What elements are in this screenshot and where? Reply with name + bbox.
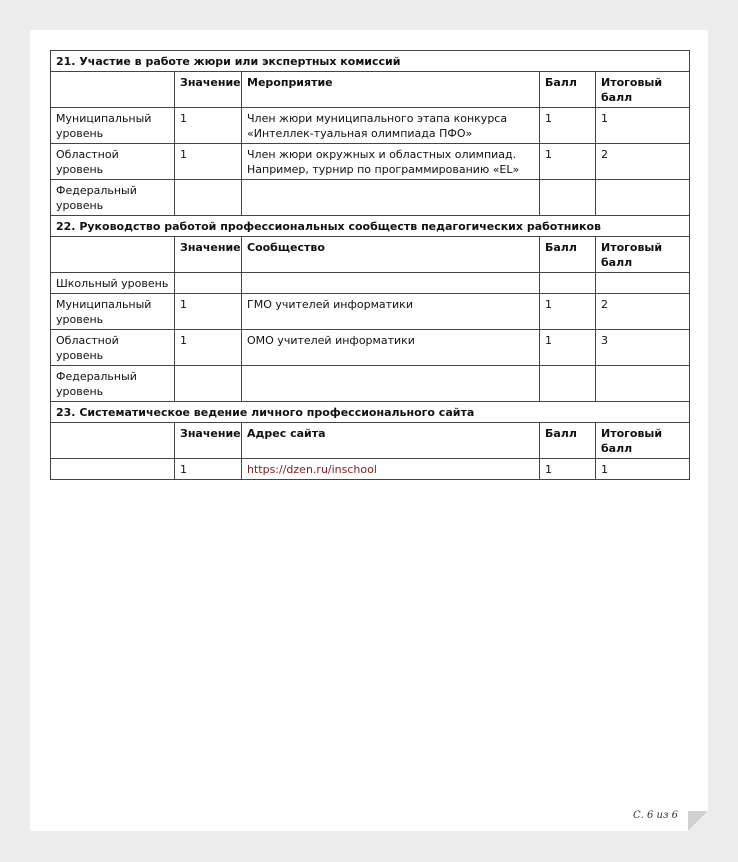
- value-cell: [175, 366, 242, 402]
- score-cell: 1: [540, 459, 596, 480]
- page-corner-fold: [688, 811, 708, 831]
- header-row: [51, 237, 690, 273]
- page-number: С. 6 из 6: [633, 810, 678, 821]
- total-score-cell: [596, 180, 690, 216]
- header-cell: [51, 423, 175, 459]
- score-table: [50, 50, 690, 480]
- section-title: 23. Систематическое ведение личного профессионального сайта: [51, 402, 690, 423]
- table-row: [51, 459, 690, 480]
- level-cell: Федеральный уровень: [51, 366, 175, 402]
- community-cell: ГМО учителей информатики: [242, 294, 540, 330]
- site-address-cell: [242, 459, 540, 480]
- level-cell: [51, 459, 175, 480]
- header-row: [51, 423, 690, 459]
- header-cell: [51, 237, 175, 273]
- total-score-cell: 2: [596, 294, 690, 330]
- table-row: [51, 294, 690, 330]
- score-cell: 1: [540, 144, 596, 180]
- section-title: 22. Руководство работой профессиональных сообществ педагогических работников: [51, 216, 690, 237]
- table-row: [51, 330, 690, 366]
- value-cell: [175, 273, 242, 294]
- value-cell: [175, 180, 242, 216]
- level-cell: Школьный уровень: [51, 273, 175, 294]
- total-score-cell: 1: [596, 459, 690, 480]
- document-page: [30, 30, 708, 831]
- header-value: Значение: [175, 237, 242, 273]
- level-cell: Муниципальный уровень: [51, 294, 175, 330]
- value-cell: 1: [175, 459, 242, 480]
- header-total-score: Итоговый балл: [596, 237, 690, 273]
- header-total-score: Итоговый балл: [596, 423, 690, 459]
- section-title: 21. Участие в работе жюри или экспертных комиссий: [51, 51, 690, 72]
- table-row: [51, 273, 690, 294]
- table-row: [51, 108, 690, 144]
- community-cell: ОМО учителей информатики: [242, 330, 540, 366]
- event-cell: Член жюри окружных и областных олимпиад. Например, турнир по программированию «EL»: [242, 144, 540, 180]
- score-cell: [540, 180, 596, 216]
- score-cell: 1: [540, 108, 596, 144]
- site-link[interactable]: https://dzen.ru/inschool: [247, 463, 377, 476]
- header-score: Балл: [540, 237, 596, 273]
- total-score-cell: 1: [596, 108, 690, 144]
- score-cell: [540, 273, 596, 294]
- community-cell: [242, 366, 540, 402]
- event-cell: Член жюри муниципального этапа конкурса «Интеллек-туальная олимпиада ПФО»: [242, 108, 540, 144]
- value-cell: 1: [175, 330, 242, 366]
- section-title-row: [51, 402, 690, 423]
- header-row: [51, 72, 690, 108]
- score-cell: 1: [540, 294, 596, 330]
- section-title-row: [51, 51, 690, 72]
- total-score-cell: 2: [596, 144, 690, 180]
- table-row: [51, 144, 690, 180]
- total-score-cell: [596, 366, 690, 402]
- header-event: Мероприятие: [242, 72, 540, 108]
- value-cell: 1: [175, 108, 242, 144]
- value-cell: 1: [175, 144, 242, 180]
- header-score: Балл: [540, 423, 596, 459]
- total-score-cell: [596, 273, 690, 294]
- score-cell: [540, 366, 596, 402]
- score-cell: 1: [540, 330, 596, 366]
- community-cell: [242, 273, 540, 294]
- table-row: [51, 366, 690, 402]
- table-row: [51, 180, 690, 216]
- header-value: Значение: [175, 72, 242, 108]
- header-value: Значение: [175, 423, 242, 459]
- level-cell: Областной уровень: [51, 330, 175, 366]
- level-cell: Федеральный уровень: [51, 180, 175, 216]
- section-title-row: [51, 216, 690, 237]
- total-score-cell: 3: [596, 330, 690, 366]
- header-site-address: Адрес сайта: [242, 423, 540, 459]
- header-cell: [51, 72, 175, 108]
- event-cell: [242, 180, 540, 216]
- level-cell: Областной уровень: [51, 144, 175, 180]
- value-cell: 1: [175, 294, 242, 330]
- level-cell: Муниципальный уровень: [51, 108, 175, 144]
- header-community: Сообщество: [242, 237, 540, 273]
- header-total-score: Итоговый балл: [596, 72, 690, 108]
- header-score: Балл: [540, 72, 596, 108]
